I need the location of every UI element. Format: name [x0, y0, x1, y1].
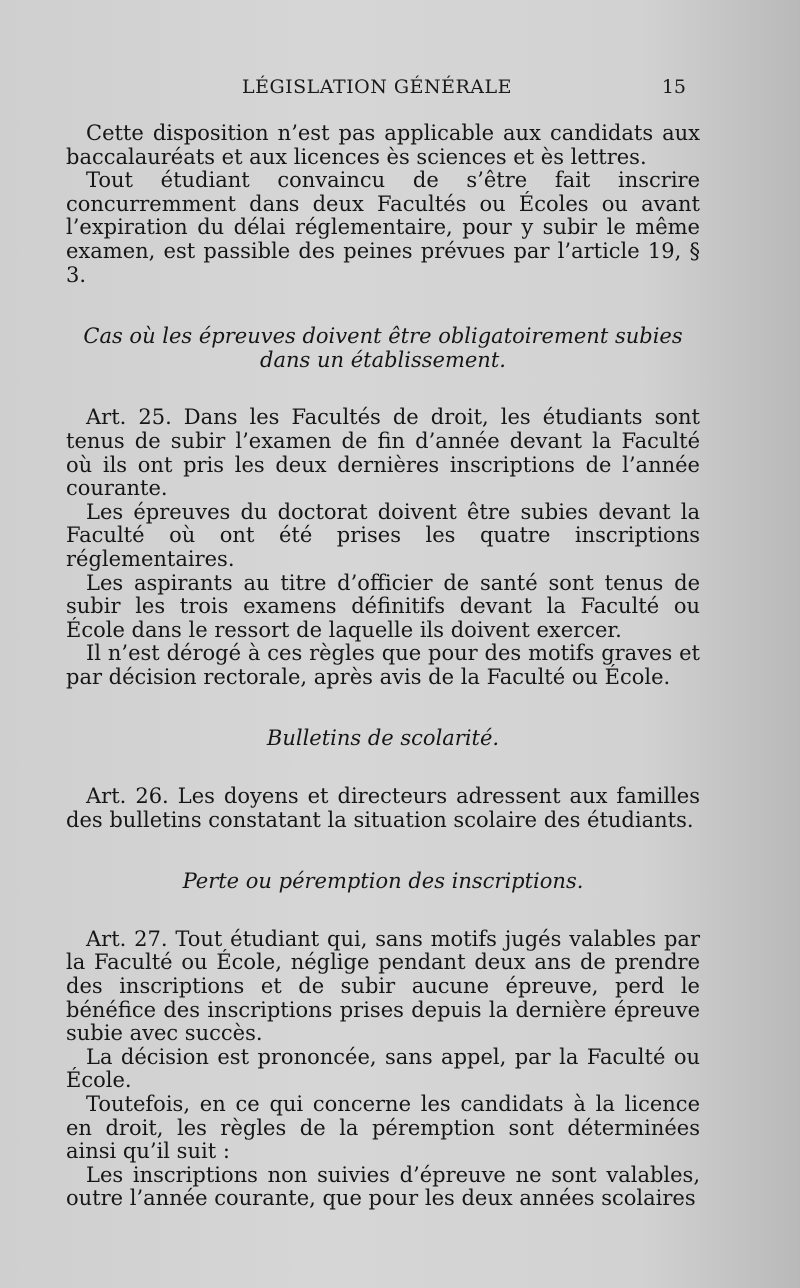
article-26: Art. 26. Les doyens et directeurs adressent aux familles des bulletins constatant la situation scolaire des étudiants.: [66, 784, 700, 832]
page-body: [66, 122, 700, 1211]
section-heading: Cas où les épreuves doivent être obligatoirement subies dans un établissement.: [83, 324, 683, 372]
running-head: LÉGISLATION GÉNÉRALE: [242, 76, 512, 98]
page-number: 15: [661, 76, 686, 98]
paragraph: Les aspirants au titre d’officier de santé sont tenus de subir les trois examens définitifs devant la Faculté ou École dans le ressort de laquelle ils doivent exercer.: [66, 570, 700, 642]
paragraph: Tout étudiant convaincu de s’être fait inscrire concurremment dans deux Facultés ou Écoles ou avant l’expiration du délai réglementaire, pour y subir le même examen, est passible des peines prévues par l’article 19, § 3.: [66, 168, 700, 287]
article-27: Art. 27. Tout étudiant qui, sans motifs jugés valables par la Faculté ou École, néglige pendant deux ans de prendre des inscriptions et de subir aucune épreuve, perd le bénéfice des inscriptions prises depuis la dernière épreuve subie avec succès.: [66, 926, 700, 1046]
section-heading: Bulletins de scolarité.: [266, 726, 500, 751]
paragraph: Les épreuves du doctorat doivent être subies devant la Faculté où ont été prises les quatre inscriptions réglementaires.: [66, 499, 700, 571]
paragraph: Cette disposition n’est pas applicable aux candidats aux baccalauréats et aux licences ès sciences et ès lettres.: [66, 121, 700, 169]
paragraph: Il n’est dérogé à ces règles que pour des motifs graves et par décision rectorale, après avis de la Faculté ou École.: [66, 641, 700, 689]
paragraph: Toutefois, en ce qui concerne les candidats à la licence en droit, les règles de la péremption sont déterminées ainsi qu’il suit :: [66, 1092, 700, 1164]
paragraph: La décision est prononcée, sans appel, par la Faculté ou École.: [66, 1044, 700, 1093]
paragraph: Les inscriptions non suivies d’épreuve ne sont valables, outre l’année courante, que pour les deux années scolaires: [66, 1162, 700, 1211]
section-heading: Perte ou péremption des inscriptions.: [182, 869, 584, 894]
article-25: Art. 25. Dans les Facultés de droit, les étudiants sont tenus de subir l’examen de fin d’année devant la Faculté où ils ont pris les deux dernières inscriptions de l’année courante.: [66, 405, 700, 501]
